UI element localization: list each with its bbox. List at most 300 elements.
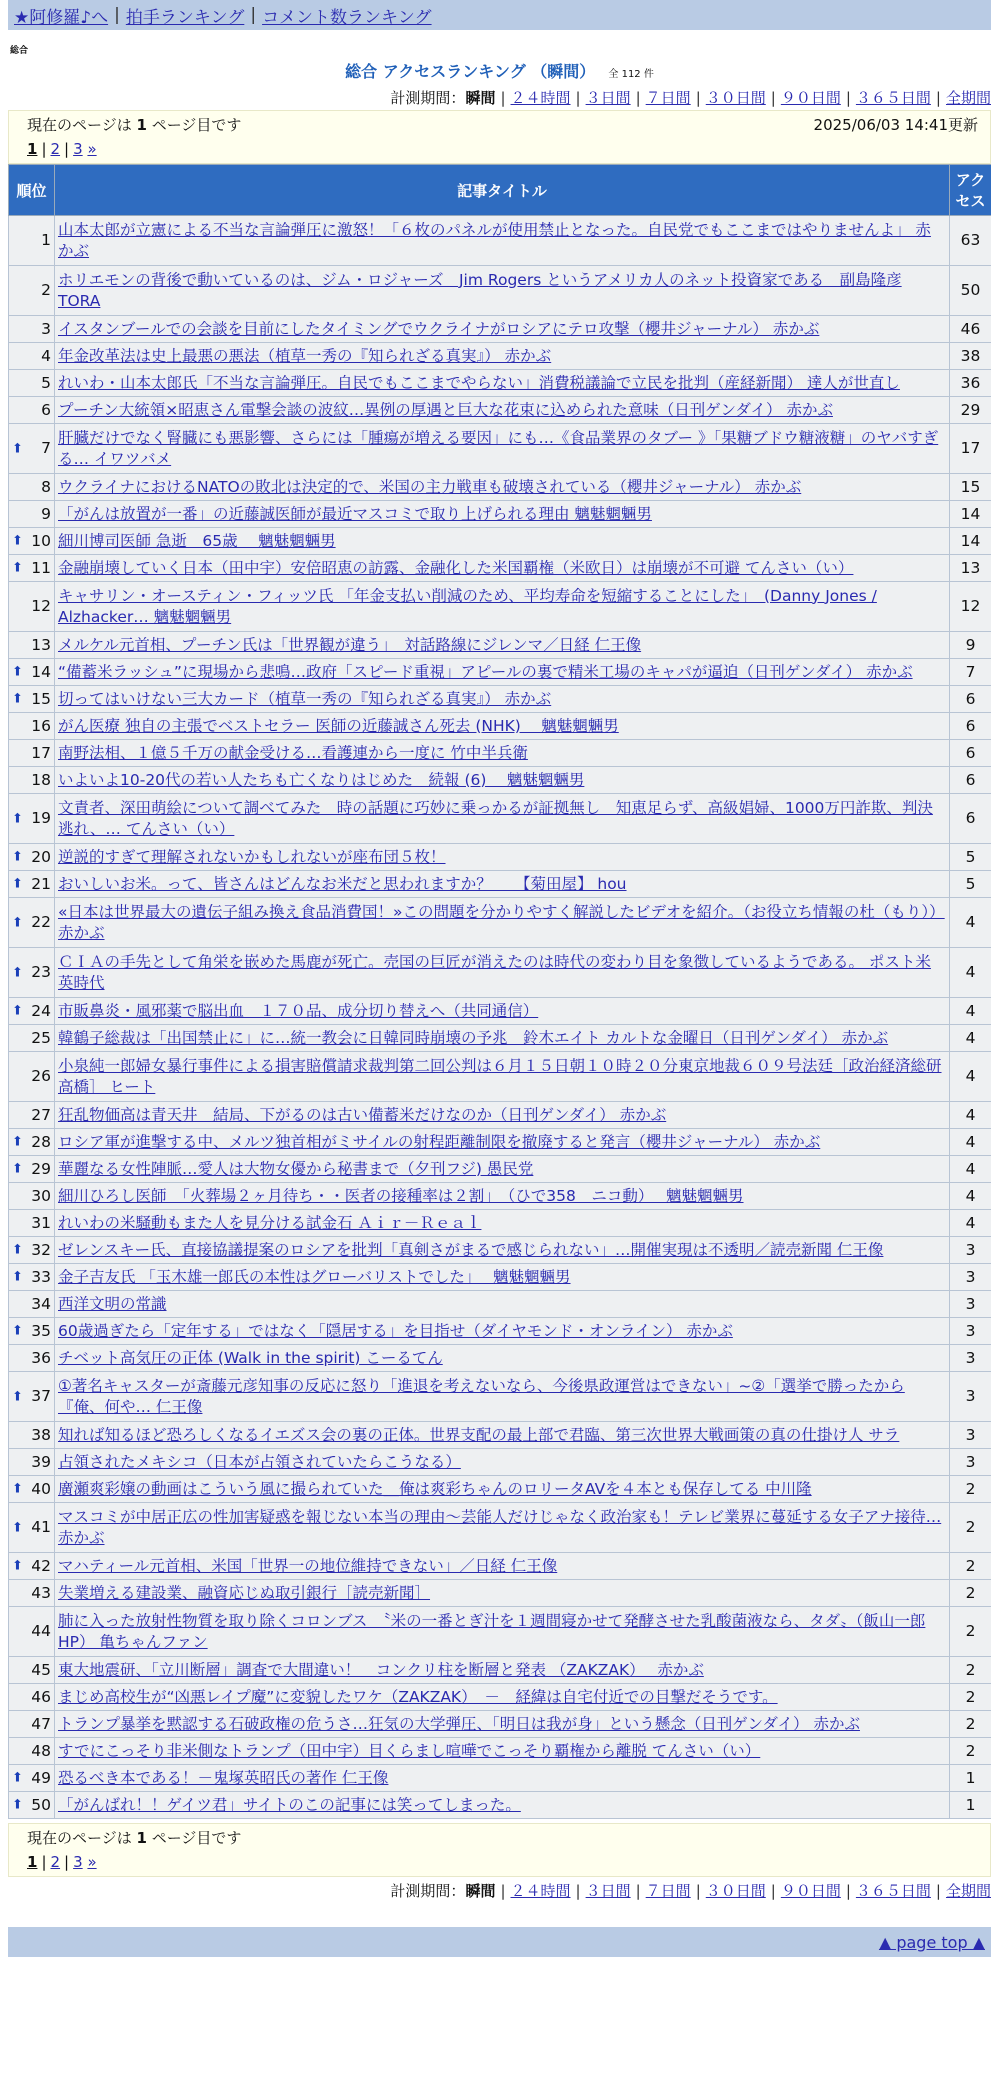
article-link[interactable]: がん医療 独自の主張でベストセラー 医師の近藤誠さん死去 (NHK) 魑魅魍魎男 (58, 716, 619, 735)
title-cell (55, 713, 950, 740)
rank-cell (9, 397, 55, 424)
period-link[interactable]: ３日間 (585, 1882, 631, 1900)
title-cell (55, 1553, 950, 1580)
article-link[interactable]: トランプ暴挙を黙認する石破政権の危うさ…狂気の大学弾圧、「明日は我が身」という懸念（日刊ゲンダイ） 赤かぶ (58, 1714, 860, 1733)
rank-cell (9, 1765, 55, 1792)
article-link[interactable]: 金子吉友氏 「玉木雄一郎氏の本性はグローバリストでした」 魑魅魍魎男 (58, 1267, 571, 1286)
access-count: 2 (950, 1503, 991, 1553)
pager-next-link[interactable]: » (87, 140, 97, 158)
up-arrow-icon: ⬆ (12, 533, 23, 549)
period-separator: | (695, 89, 701, 107)
period-link[interactable]: ９０日間 (780, 89, 841, 107)
rank-cell (9, 474, 55, 501)
article-link[interactable]: “備蓄米ラッシュ”に現場から悲鳴…政府「スピード重視」アピールの裏で精米工場のキャパが逼迫（日刊ゲンダイ） 赤かぶ (58, 662, 913, 681)
article-link[interactable]: 60歳過ぎたら「定年する」ではなく「隠居する」を目指せ（ダイヤモンド・オンライン） 赤かぶ (58, 1321, 733, 1340)
period-link[interactable]: 全期間 (945, 1882, 991, 1900)
pager-next-link[interactable]: » (87, 1853, 97, 1871)
period-current: 瞬間 (465, 89, 496, 107)
table-row (9, 1345, 991, 1372)
pager-separator: | (64, 1853, 70, 1871)
table-row (9, 844, 991, 871)
table-row (9, 266, 991, 316)
rank-cell (9, 1025, 55, 1052)
up-arrow-icon: ⬆ (12, 965, 23, 980)
rank-number: 36 (31, 1348, 51, 1367)
access-count: 2 (950, 1607, 991, 1657)
pager-page-link[interactable]: 2 (50, 1853, 61, 1871)
article-link[interactable]: 「がんは放置が一番」の近藤誠医師が最近マスコミで取り上げられる理由 魑魅魍魎男 (58, 504, 652, 523)
rank-cell (9, 1237, 55, 1264)
page-title-row (8, 62, 991, 82)
rank-cell (9, 1657, 55, 1684)
title-cell (55, 501, 950, 528)
rank-number: 31 (31, 1213, 51, 1232)
article-link[interactable]: まじめ高校生が“凶悪レイプ魔”に変貌したワケ（ZAKZAK） － 経緯は自宅付近での目撃だそうです。 (58, 1687, 778, 1706)
article-link[interactable]: 年金改革法は史上最悪の悪法（植草一秀の『知られざる真実』） 赤かぶ (58, 346, 552, 365)
table-row (9, 998, 991, 1025)
pager-links (27, 1850, 978, 1874)
title-cell (55, 871, 950, 898)
article-link[interactable]: 恐るべき本である！－鬼塚英昭氏の著作 仁王像 (58, 1768, 389, 1787)
table-row (9, 216, 991, 266)
rank-number: 16 (31, 716, 51, 735)
up-arrow-icon: ⬆ (12, 1558, 23, 1574)
article-link[interactable]: いよいよ10-20代の若い人たちも亡くなりはじめた 続報 (6) 魑魅魍魎男 (58, 770, 585, 789)
title-cell (55, 1738, 950, 1765)
article-link[interactable]: イスタンブールでの会談を目前にしたタイミングでウクライナがロシアにテロ攻撃（櫻井ジャーナル） 赤かぶ (58, 319, 820, 338)
title-cell (55, 424, 950, 474)
rank-number: 11 (31, 558, 51, 577)
rank-number: 10 (31, 531, 51, 550)
rank-number: 13 (31, 635, 51, 654)
article-link[interactable]: 知れば知るほど恐ろしくなるイエズス会の裏の正体。世界支配の最上部で君臨、第三次世界大戦画策の真の仕掛け人 サラ (58, 1425, 900, 1444)
title-cell (55, 1129, 950, 1156)
rank-number: 32 (31, 1240, 51, 1259)
title-cell (55, 659, 950, 686)
title-cell (55, 1264, 950, 1291)
title-cell (55, 216, 950, 266)
table-row (9, 1738, 991, 1765)
period-link[interactable]: ３０日間 (705, 89, 766, 107)
title-cell (55, 528, 950, 555)
period-label: 計測期間： (390, 1882, 466, 1900)
table-row (9, 1607, 991, 1657)
rank-number: 20 (31, 847, 51, 866)
pager-page-link[interactable]: 3 (73, 1853, 83, 1871)
article-link[interactable]: キャサリン・オースティン・フィッツ氏 「年金支払い削減のため、平均寿命を短縮することにした」 (Danny Jones / Alzhacker… 魑魅魍魎男 (58, 586, 877, 626)
article-link[interactable]: 文責者、深田萌絵について調べてみた 時の話題に巧妙に乗っかるが証拠無し 知恵足らず、高級娼婦、1000万円詐欺、判決逃れ、… てんさい（い） (58, 798, 933, 838)
article-link[interactable]: 市販鼻炎・風邪薬で脳出血 １７０品、成分切り替えへ（共同通信） (58, 1001, 539, 1020)
title-cell (55, 1237, 950, 1264)
rank-cell (9, 871, 55, 898)
rank-number: 18 (31, 770, 51, 789)
period-link[interactable]: ７日間 (645, 89, 691, 107)
title-cell (55, 397, 950, 424)
ranking-table-body (9, 216, 991, 1819)
table-row (9, 1657, 991, 1684)
up-arrow-icon: ⬆ (12, 441, 23, 456)
rank-number: 42 (31, 1556, 51, 1575)
period-link[interactable]: 全期間 (945, 89, 991, 107)
access-count: 17 (950, 424, 991, 474)
table-row (9, 1129, 991, 1156)
table-row (9, 1025, 991, 1052)
rank-cell (9, 1345, 55, 1372)
up-arrow-icon: ⬆ (12, 1520, 23, 1535)
rank-cell (9, 713, 55, 740)
rank-number: 14 (31, 662, 51, 681)
article-link[interactable]: 肝臓だけでなく腎臓にも悪影響、さらには「腫瘍が増える要因」にも…《食品業界のタブー 》「果糖ブドウ糖液糖」のヤバすぎる… イワツバメ (58, 428, 939, 468)
up-arrow-icon: ⬆ (12, 1161, 23, 1177)
rank-number: 22 (31, 913, 51, 931)
rank-number: 21 (31, 874, 51, 893)
rank-number: 29 (31, 1159, 51, 1178)
pager-status: 現在のページは 1 ページ目です (27, 116, 242, 134)
rank-number: 3 (41, 319, 51, 338)
access-count: 5 (950, 871, 991, 898)
article-link[interactable]: 細川ひろし医師 「火葬場２ヶ月待ち・・医者の接種率は２割」 （ひで358 ニコ動） 魑魅魍魎男 (58, 1186, 744, 1205)
page-top-link[interactable]: ▲ page top ▲ (878, 1932, 985, 1952)
title-cell (55, 1025, 950, 1052)
rank-number: 1 (41, 231, 51, 249)
access-count: 4 (950, 1156, 991, 1183)
article-link[interactable]: プーチン大統領×昭恵さん電撃会談の波紋…異例の厚遇と巨大な花束に込められた意味（日刊ゲンダイ） 赤かぶ (58, 400, 833, 419)
pager-bottom (8, 1823, 991, 1877)
up-arrow-icon: ⬆ (12, 1003, 23, 1019)
rank-cell (9, 1711, 55, 1738)
article-link[interactable]: ホリエモンの背後で動いているのは、ジム・ロジャーズ Jim Rogers というアメリカ人のネット投資家である 副島隆彦 TORA (58, 270, 902, 310)
period-selector-top (8, 86, 991, 110)
article-link[interactable]: 切ってはいけない三大カード（植草一秀の『知られざる真実』） 赤かぶ (58, 689, 552, 708)
rank-number: 27 (31, 1105, 51, 1124)
rank-cell (9, 686, 55, 713)
article-link[interactable]: ロシア軍が進撃する中、メルツ独首相がミサイルの射程距離制限を撤廃すると発言（櫻井ジャーナル） 赤かぶ (58, 1132, 821, 1151)
title-cell (55, 1503, 950, 1553)
period-link[interactable]: ２４時間 (510, 89, 571, 107)
table-row (9, 740, 991, 767)
article-link[interactable]: れいわの米騒動もまた人を見分ける試金石 Ａｉｒ－Ｒｅａｌ (58, 1213, 482, 1232)
access-count: 3 (950, 1449, 991, 1476)
access-count: 14 (950, 528, 991, 555)
article-link[interactable]: 失業増える建設業、融資応じぬ取引銀行［読売新聞］ (58, 1583, 431, 1602)
rank-cell (9, 555, 55, 582)
rank-number: 35 (31, 1321, 51, 1340)
access-count: 46 (950, 316, 991, 343)
rank-cell (9, 582, 55, 632)
article-link[interactable]: 肺に入った放射性物質を取り除くコロンブス 〝米の一番とぎ汁を１週間寝かせて発酵させた乳酸菌液なら、タダ〟（飯山一郎HP） 亀ちゃんファン (58, 1611, 926, 1651)
access-count: 2 (950, 1476, 991, 1503)
access-count: 29 (950, 397, 991, 424)
access-count: 63 (950, 216, 991, 266)
clap-ranking-link[interactable]: 拍手ランキング (125, 7, 245, 28)
title-cell (55, 370, 950, 397)
rank-cell (9, 740, 55, 767)
table-row (9, 1237, 991, 1264)
rank-number: 46 (31, 1687, 51, 1706)
up-arrow-icon: ⬆ (12, 1242, 23, 1258)
pager-separator: | (41, 1853, 47, 1871)
rank-cell (9, 1210, 55, 1237)
article-link[interactable]: おいしいお米。って、皆さんはどんなお米だと思われますか？ 【菊田屋】 hou (58, 874, 627, 893)
rank-cell (9, 1372, 55, 1422)
article-link[interactable]: れいわ・山本太郎氏「不当な言論弾圧。自民でもここまでやらない」消費税議論で立民を批判（産経新聞） 達人が世直し (58, 373, 900, 392)
rank-cell (9, 1264, 55, 1291)
table-row (9, 370, 991, 397)
article-link[interactable]: 狂乱物価高は青天井 結局、下がるのは古い備蓄米だけなのか（日刊ゲンダイ） 赤かぶ (58, 1105, 667, 1124)
nav-separator: | (114, 5, 120, 25)
rank-number: 28 (31, 1132, 51, 1151)
rank-cell (9, 1183, 55, 1210)
article-link[interactable]: マハティール元首相、米国「世界一の地位維持できない」／日経 仁王像 (58, 1556, 558, 1575)
home-link[interactable]: ★阿修羅♪へ (14, 7, 109, 28)
article-link[interactable]: 逆説的すぎて理解されないかもしれないが座布団５枚！ (58, 847, 446, 866)
period-link[interactable]: ３６５日間 (855, 89, 931, 107)
rank-cell (9, 1607, 55, 1657)
comment-ranking-link[interactable]: コメント数ランキング (262, 7, 432, 28)
article-link[interactable]: ウクライナにおけるNATOの敗北は決定的で、米国の主力戦車も破壊されている（櫻井ジャーナル） 赤かぶ (58, 477, 802, 496)
pager-page-link[interactable]: 3 (73, 140, 83, 158)
article-link[interactable]: 金融崩壊していく日本（田中宇）安倍昭恵の訪露、金融化した米国覇権（米欧日）は崩壊が不可避 てんさい（い） (58, 558, 854, 577)
article-link[interactable]: 廣瀬爽彩嬢の動画はこういう風に撮られていた＿俺は爽彩ちゃんのロリータAVを４本とも保存してる 中川隆 (58, 1479, 812, 1498)
table-row (9, 582, 991, 632)
rank-number: 30 (31, 1186, 51, 1205)
title-cell (55, 686, 950, 713)
table-row (9, 898, 991, 948)
title-cell (55, 1684, 950, 1711)
title-cell (55, 844, 950, 871)
article-link[interactable]: 小泉純一郎婦女暴行事件による損害賠償請求裁判第二回公判は６月１５日朝１０時２０分東京地裁６０９号法廷［政治経済総研高橋］ ヒート (58, 1056, 942, 1096)
access-count: 4 (950, 898, 991, 948)
title-cell (55, 1449, 950, 1476)
table-row (9, 474, 991, 501)
rank-cell (9, 948, 55, 998)
table-row (9, 871, 991, 898)
rank-cell (9, 1449, 55, 1476)
pager-page-link[interactable]: 2 (50, 140, 61, 158)
rank-number: 38 (31, 1425, 51, 1444)
access-count: 3 (950, 1318, 991, 1345)
pager-top (8, 110, 991, 164)
article-link[interactable]: すでにこっそり非米側なトランプ（田中宇）目くらまし喧嘩でこっそり覇権から離脱 てんさい（い） (58, 1741, 761, 1760)
period-link[interactable]: ３日間 (585, 89, 631, 107)
article-link[interactable]: 南野法相、１億５千万の献金受ける…看護連から一度に 竹中半兵衛 (58, 743, 528, 762)
table-row (9, 1372, 991, 1422)
title-cell (55, 1476, 950, 1503)
period-link[interactable]: ９０日間 (780, 1882, 841, 1900)
title-cell (55, 1291, 950, 1318)
period-separator: | (845, 89, 851, 107)
up-arrow-icon: ⬆ (12, 876, 23, 892)
table-row (9, 1422, 991, 1449)
access-count: 6 (950, 713, 991, 740)
rank-number: 7 (41, 439, 51, 457)
rank-cell (9, 501, 55, 528)
pager-links (27, 137, 978, 161)
title-cell (55, 948, 950, 998)
access-count: 15 (950, 474, 991, 501)
total-count: 全 112 件 (608, 69, 654, 80)
article-link[interactable]: 東大地震研、「立川断層」調査で大間違い！ コンクリ柱を断層と発表 （ZAKZAK） 赤かぶ (58, 1660, 704, 1679)
access-count: 14 (950, 501, 991, 528)
table-row (9, 1792, 991, 1819)
rank-number: 40 (31, 1479, 51, 1498)
rank-cell (9, 1129, 55, 1156)
period-separator: | (575, 1882, 581, 1900)
period-separator: | (635, 1882, 641, 1900)
up-arrow-icon: ⬆ (12, 560, 23, 576)
access-count: 4 (950, 1210, 991, 1237)
rank-cell (9, 266, 55, 316)
period-label: 計測期間： (390, 89, 466, 107)
title-cell (55, 316, 950, 343)
rank-number: 50 (31, 1795, 51, 1814)
access-count: 4 (950, 998, 991, 1025)
rank-cell (9, 1476, 55, 1503)
title-cell (55, 1580, 950, 1607)
table-row (9, 397, 991, 424)
title-cell (55, 1345, 950, 1372)
table-row (9, 948, 991, 998)
rank-cell (9, 1684, 55, 1711)
rank-number: 41 (31, 1518, 51, 1536)
column-header-rank: 順位 (9, 165, 55, 216)
updated-timestamp: 2025/06/03 14:41更新 (813, 116, 978, 134)
period-separator: | (695, 1882, 701, 1900)
article-link[interactable]: ゼレンスキー氏、直接協議提案のロシアを批判「真剣さがまるで感じられない」…開催実現は不透明／読売新聞 仁王像 (58, 1240, 884, 1259)
pager-current-number: 1 (136, 116, 147, 134)
period-current: 瞬間 (465, 1882, 496, 1900)
article-link[interactable]: ＣＩＡの手先として角栄を嵌めた馬鹿が死亡。売国の巨匠が消えたのは時代の変わり目を象徴しているようである。 ポスト米英時代 (58, 952, 931, 992)
rank-cell (9, 216, 55, 266)
up-arrow-icon: ⬆ (12, 1269, 23, 1285)
article-link[interactable]: 華麗なる女性陣脈…愛人は大物女優から秘書まで（夕刊フジ) 愚民党 (58, 1159, 534, 1178)
pager-status-line (27, 1826, 978, 1850)
access-count: 4 (950, 1183, 991, 1210)
rank-number: 17 (31, 743, 51, 762)
rank-number: 48 (31, 1741, 51, 1760)
rank-cell (9, 1291, 55, 1318)
access-count: 38 (950, 343, 991, 370)
rank-number: 26 (31, 1067, 51, 1085)
table-row (9, 1711, 991, 1738)
rank-number: 49 (31, 1768, 51, 1787)
rank-cell (9, 1792, 55, 1819)
title-cell (55, 632, 950, 659)
period-separator: | (500, 89, 506, 107)
title-cell (55, 555, 950, 582)
table-row (9, 1503, 991, 1553)
period-separator: | (935, 1882, 941, 1900)
rank-cell (9, 424, 55, 474)
title-cell (55, 1318, 950, 1345)
article-link[interactable]: ①著名キャスターが斎藤元彦知事の反応に怒り「進退を考えないなら、今後県政運営はできない」~②「選挙で勝ったから『俺、何や… 仁王像 (58, 1376, 905, 1416)
up-arrow-icon: ⬆ (12, 664, 23, 680)
article-link[interactable]: 占領されたメキシコ（日本が占領されていたらこうなる） (58, 1452, 461, 1471)
period-separator: | (770, 89, 776, 107)
title-cell (55, 1102, 950, 1129)
table-row (9, 713, 991, 740)
up-arrow-icon: ⬆ (12, 811, 23, 826)
title-cell (55, 474, 950, 501)
title-cell (55, 1052, 950, 1102)
rank-number: 47 (31, 1714, 51, 1733)
title-cell (55, 1422, 950, 1449)
page-title: 総合 アクセスランキング （瞬間） (345, 62, 596, 81)
article-link[interactable]: 「がんばれ！！ゲイツ君」サイトのこの記事には笑ってしまった。 (58, 1795, 521, 1814)
pager-separator: | (64, 140, 70, 158)
rank-cell (9, 1503, 55, 1553)
access-count: 2 (950, 1657, 991, 1684)
title-cell (55, 582, 950, 632)
access-count: 6 (950, 794, 991, 844)
access-count: 4 (950, 1102, 991, 1129)
table-row (9, 1476, 991, 1503)
period-separator: | (575, 89, 581, 107)
table-row (9, 1183, 991, 1210)
title-cell (55, 1607, 950, 1657)
access-count: 6 (950, 686, 991, 713)
up-arrow-icon: ⬆ (12, 1134, 23, 1150)
pager-status: 現在のページは 1 ページ目です (27, 1829, 242, 1847)
article-link[interactable]: マスコミが中居正広の性加害疑惑を報じない本当の理由〜芸能人だけじゃなく政治家も！テレビ業界に蔓延する女子アナ接待… 赤かぶ (58, 1507, 942, 1547)
table-row (9, 1291, 991, 1318)
up-arrow-icon: ⬆ (12, 1323, 23, 1339)
table-row (9, 424, 991, 474)
access-count: 3 (950, 1345, 991, 1372)
rank-cell (9, 1422, 55, 1449)
period-link[interactable]: ３０日間 (705, 1882, 766, 1900)
access-count: 12 (950, 582, 991, 632)
access-count: 3 (950, 1264, 991, 1291)
rank-number: 12 (31, 597, 51, 615)
rank-cell (9, 1052, 55, 1102)
table-row (9, 1318, 991, 1345)
pager-page-current: 1 (27, 1853, 38, 1871)
rank-number: 24 (31, 1001, 51, 1020)
period-separator: | (500, 1882, 506, 1900)
rank-cell (9, 1318, 55, 1345)
access-count: 3 (950, 1291, 991, 1318)
table-row (9, 1156, 991, 1183)
article-link[interactable]: 細川博司医師 急逝 65歳 魑魅魍魎男 (58, 531, 336, 550)
up-arrow-icon: ⬆ (12, 1770, 23, 1786)
title-cell (55, 898, 950, 948)
article-link[interactable]: «日本は世界最大の遺伝子組み換え食品消費国！»この問題を分かりやすく解説したビデオを紹介。（お役立ち情報の杜（もり）） 赤かぶ (58, 902, 945, 942)
title-cell (55, 343, 950, 370)
period-link[interactable]: ３６５日間 (855, 1882, 931, 1900)
article-link[interactable]: メルケル元首相、プーチン氏は「世界観が違う」 対話路線にジレンマ／日経 仁王像 (58, 635, 642, 654)
table-row (9, 767, 991, 794)
up-arrow-icon: ⬆ (12, 915, 23, 930)
article-link[interactable]: 山本太郎が立憲による不当な言論弾圧に激怒！「６枚のパネルが使用禁止となった。自民党でもここまではやりませんよ」 赤かぶ (58, 220, 931, 260)
access-count: 1 (950, 1765, 991, 1792)
article-link[interactable]: 西洋文明の常識 (58, 1294, 167, 1313)
rank-number: 8 (41, 477, 51, 496)
title-cell (55, 740, 950, 767)
table-row (9, 1580, 991, 1607)
access-count: 13 (950, 555, 991, 582)
period-link[interactable]: ７日間 (645, 1882, 691, 1900)
title-cell (55, 1183, 950, 1210)
period-link[interactable]: ２４時間 (510, 1882, 571, 1900)
rank-cell (9, 1738, 55, 1765)
rank-cell (9, 370, 55, 397)
rank-cell (9, 1156, 55, 1183)
access-count: 3 (950, 1372, 991, 1422)
article-link[interactable]: 韓鶴子総裁は「出国禁止に」に…統一教会に日韓同時崩壊の予兆 鈴木エイト カルトな金曜日（日刊ゲンダイ） 赤かぶ (58, 1028, 889, 1047)
article-link[interactable]: チベット高気圧の正体 (Walk in the spirit) こーるてん (58, 1348, 443, 1367)
rank-cell (9, 1553, 55, 1580)
